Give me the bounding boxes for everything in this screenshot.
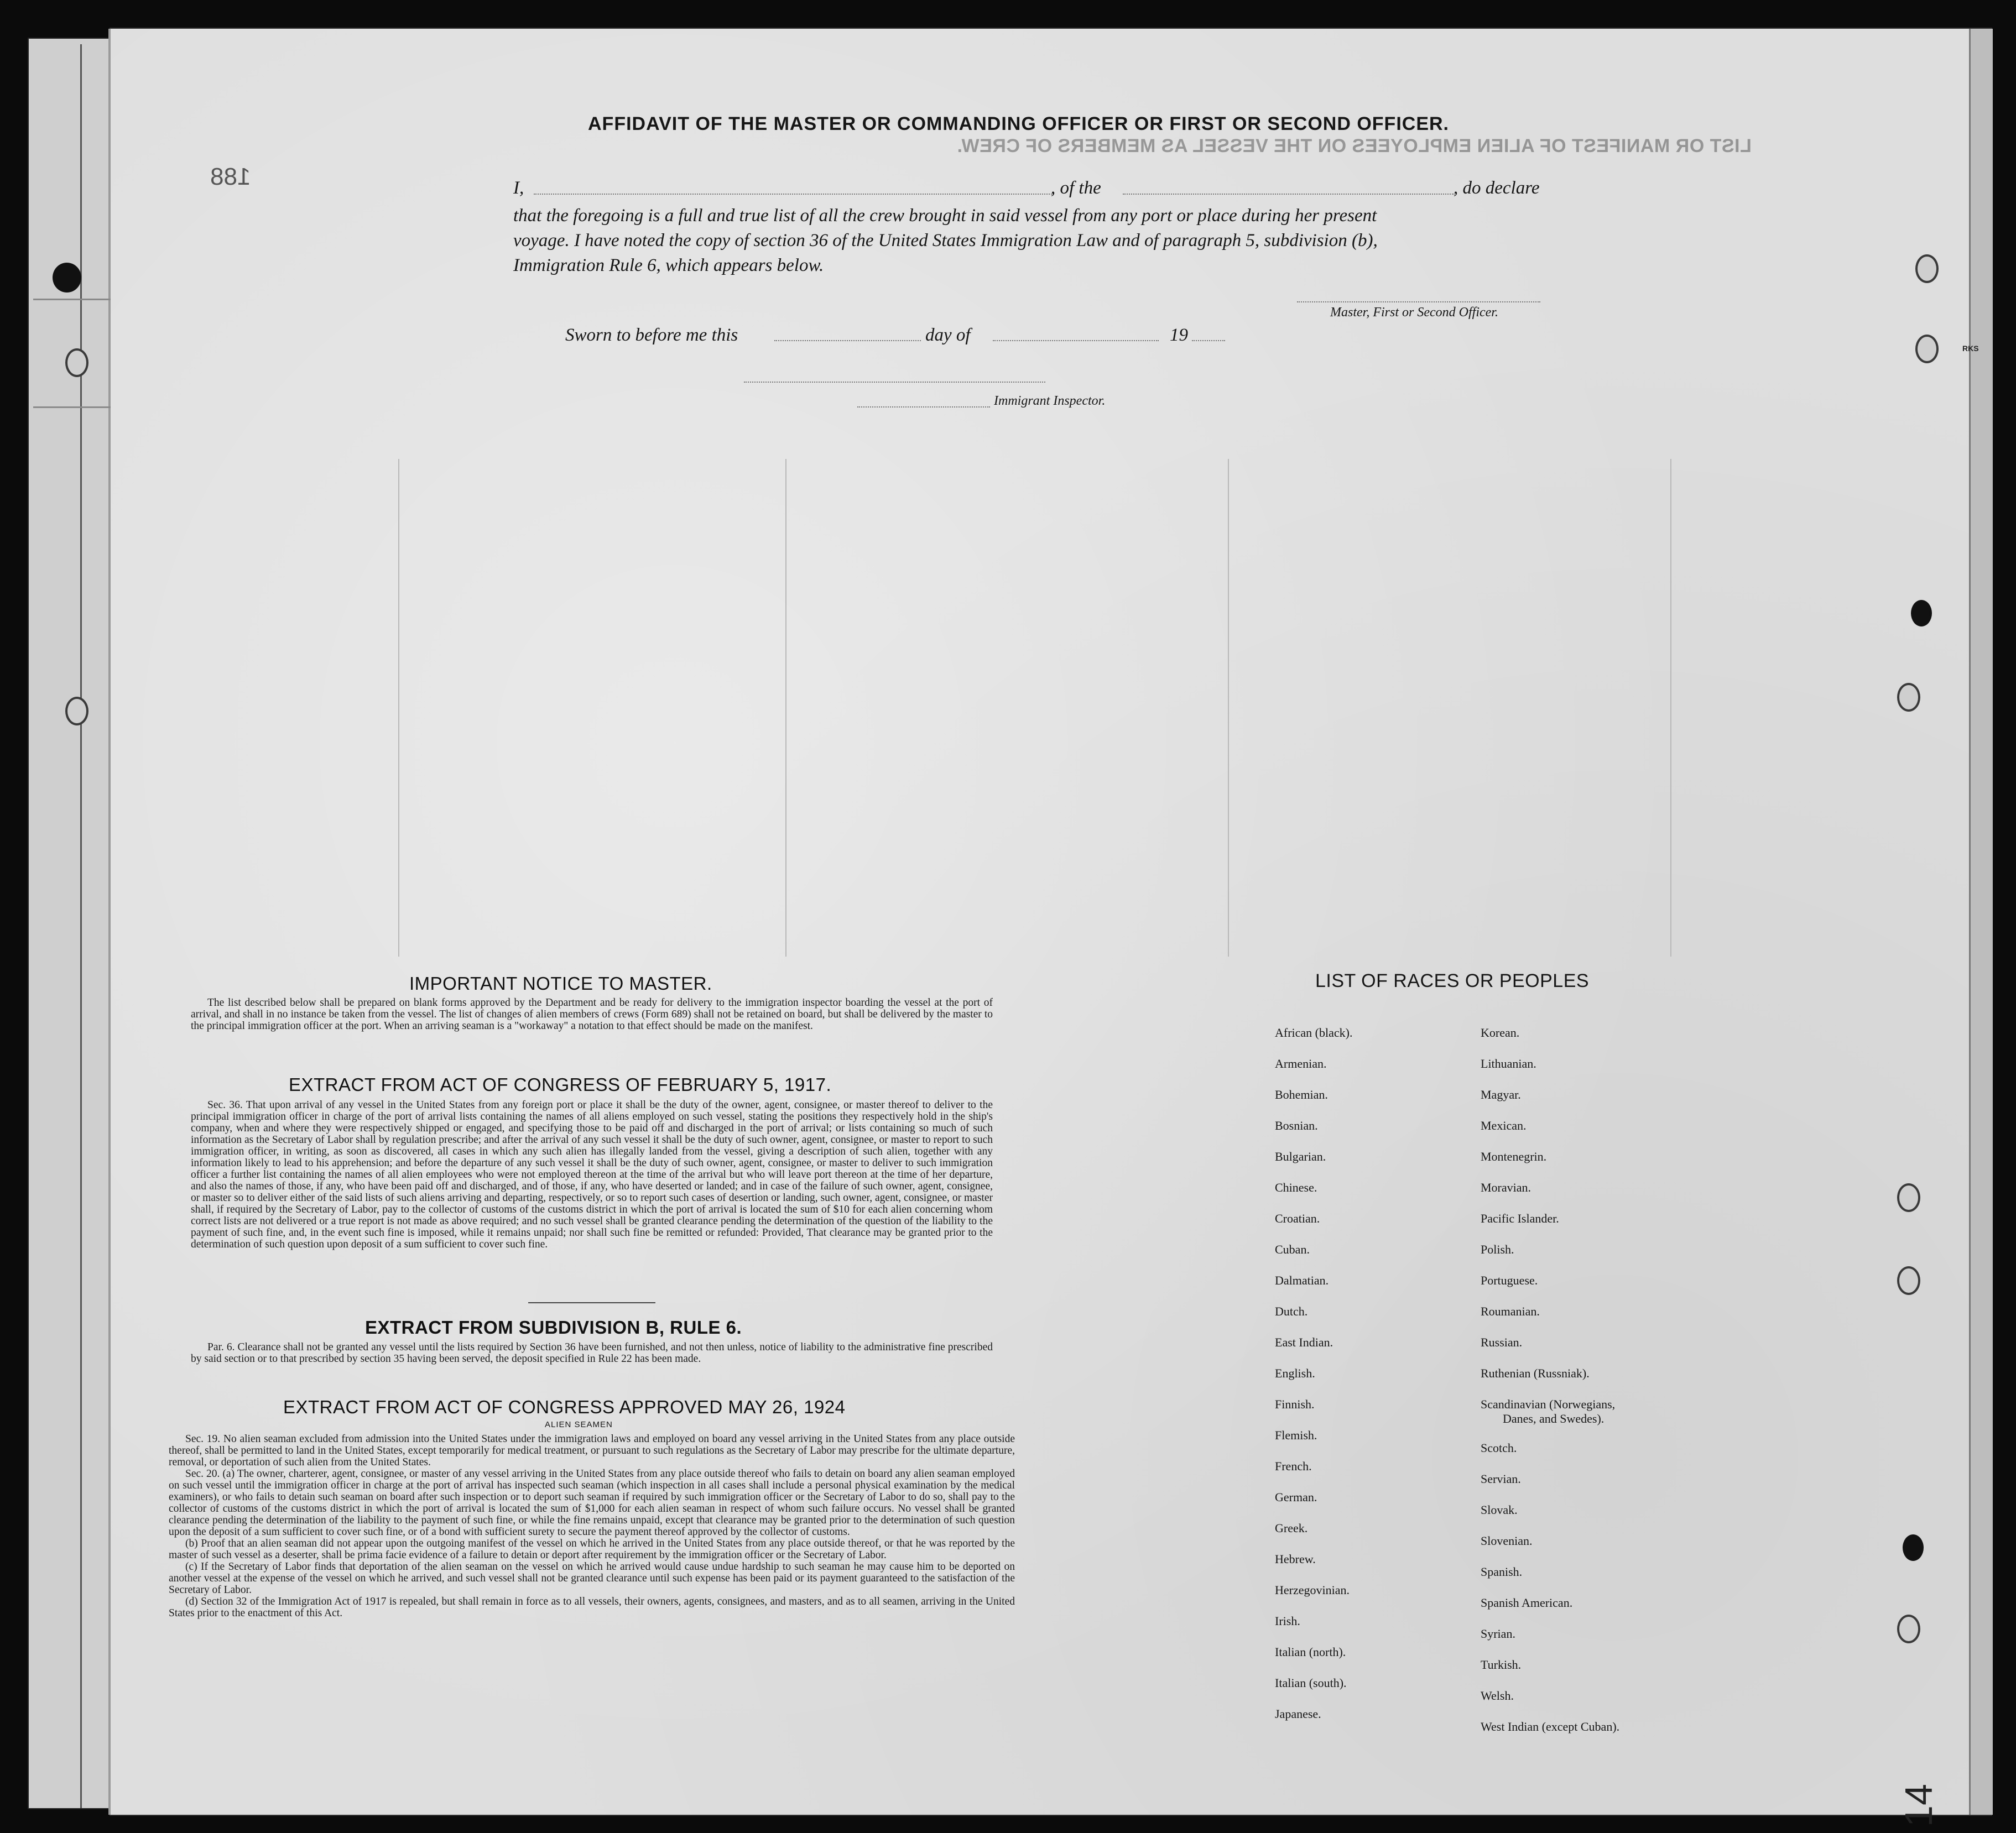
sworn-day-of: day of (925, 325, 971, 345)
race-item: Ruthenian (Russniak). (1481, 1366, 1590, 1380)
race-item: German. (1275, 1490, 1317, 1504)
margin-number: 188 (210, 163, 251, 190)
edge-word: RKS (1962, 344, 1979, 353)
race-item: Cuban. (1275, 1242, 1310, 1256)
race-item: West Indian (except Cuban). (1481, 1720, 1620, 1733)
extract-rule6-title: EXTRACT FROM SUBDIVISION B, RULE 6. (365, 1317, 742, 1338)
race-item: East Indian. (1275, 1335, 1333, 1349)
extract-1924-sec20d: (d) Section 32 of the Immigration Act of 1917 is repealed, but shall remain in force as to all vessels, their owners, agents, consignees, and masters, and as to all seamen, arriving in the United States prior to the enactment of this Act. (169, 1596, 1015, 1619)
affidavit-line1-start: I, (513, 178, 524, 198)
race-item: Bohemian. (1275, 1088, 1328, 1101)
punch-hole (1915, 254, 1939, 283)
right-page-edge (1969, 29, 1993, 1815)
extract-1917-title: EXTRACT FROM ACT OF CONGRESS OF FEBRUARY 5, 1917. (289, 1074, 832, 1095)
inspector-label: Immigrant Inspector. (994, 394, 1106, 408)
signature-field[interactable] (1297, 301, 1540, 302)
extract-1917-text: Sec. 36. That upon arrival of any vessel in the United States from any foreign port or place it shall be the duty of the owner, agent, consignee, or master thereof to deliver to the principal immigration officer in charge of the port of arrival lists containing the names of all aliens employed on such vessel, stating the positions they respectively hold in the ship's company, when and where they were respectively shipped or engaged, and specifying those to be paid off and discharged in the port of arrival; or lists containing so much of such information as the Secretary of Labor shall by regulation prescribe; and after the arrival of any such vessel it shall be the duty of such owner, agent, consignee, or master to report to such immigration officer, in writing, as soon as discovered, all cases in which any such alien has illegally landed from the vessel, giving a description of such alien, together with any information likely to lead to his apprehension; and before the departure of any such vessel it shall be the duty of such owner, agent, consignee, or master to deliver to such immigration officer a further list containing the names of all alien employees who were not employed thereon at the time of the arrival but who will leave port thereon at the time of her departure, and also the names of those, if any, who have been paid off and discharged, and of those, if any, who have deserted or landed; and in case of the failure of such owner, agent, consignee, or master so to deliver either of the said lists of such aliens arriving and departing, respectively, or so to report such cases of desertion or landing, such owner, agent, consignee, or master shall, if required by the Secretary of Labor, pay to the collector of customs of the customs district in which the port of arrival is located the sum of $10 for each alien concerning whom correct lists are not delivered or a true report is not made as above required; and no such vessel shall be granted clearance pending the determination of the question of the liability to the payment of such fine, and, in the event such fine is imposed, while it remains unpaid; nor shall such fine be remitted or refunded: Provided, That clearance may be granted prior to the determination of such question upon deposit of a sum sufficient to cover such fine. (191, 1099, 993, 1250)
signature-label: Master, First or Second Officer. (1330, 305, 1498, 320)
punch-hole (1903, 1534, 1924, 1561)
race-item: Herzegovinian. (1275, 1583, 1350, 1597)
race-item: Roumanian. (1481, 1304, 1540, 1318)
race-item: Armenian. (1275, 1057, 1327, 1070)
notice-section (191, 997, 993, 1032)
race-item: Japanese. (1275, 1707, 1321, 1721)
punch-hole (1911, 600, 1932, 626)
edge-rule (33, 299, 111, 300)
inspector-name-field[interactable] (857, 406, 990, 408)
sworn-day-field[interactable] (774, 340, 921, 341)
race-item: Chinese. (1275, 1181, 1317, 1194)
punch-hole (1915, 335, 1939, 363)
race-item: Mexican. (1481, 1119, 1527, 1132)
extract-1924-section (169, 1433, 1015, 1619)
sworn-year-field[interactable] (1192, 340, 1225, 341)
race-item: Russian. (1481, 1335, 1523, 1349)
master-name-field[interactable] (534, 194, 1054, 195)
punch-hole (1897, 1615, 1920, 1643)
race-item: Greek. (1275, 1521, 1308, 1535)
race-item: Dalmatian. (1275, 1273, 1329, 1287)
sworn-label: Sworn to before me this (565, 325, 738, 345)
race-item: English. (1275, 1366, 1315, 1380)
extract-rule6-section (191, 1341, 993, 1365)
affidavit-line4: Immigration Rule 6, which appears below. (513, 255, 824, 275)
affidavit-line3: voyage. I have noted the copy of section 36 of the United States Immigration Law and of paragraph 5, subdivision (b), (513, 231, 1378, 250)
race-item: Korean. (1481, 1026, 1520, 1040)
notice-title: IMPORTANT NOTICE TO MASTER. (409, 973, 712, 994)
extract-1924-subtitle: ALIEN SEAMEN (545, 1420, 613, 1429)
extract-rule6-text: Par. 6. Clearance shall not be granted any vessel until the lists required by Section 36 have been furnished, and not then unless, notice of liability to the administrative fine prescribed by said section or to that prescribed by section 35 having been served, the deposit specified in Rule 22 has been made. (191, 1341, 993, 1365)
race-item: French. (1275, 1459, 1312, 1473)
race-item: Flemish. (1275, 1428, 1317, 1442)
race-item: Spanish American. (1481, 1596, 1573, 1610)
races-title: LIST OF RACES OR PEOPLES (1315, 970, 1590, 991)
race-item: Bulgarian. (1275, 1150, 1326, 1163)
sworn-year: 19 (1170, 325, 1188, 345)
races-column-1 (1275, 1017, 1352, 1730)
race-item: Scandinavian (Norwegians, (1481, 1397, 1616, 1411)
extract-1924-sec20a: Sec. 20. (a) The owner, charterer, agent, consignee, or master of any vessel arriving in the United States from any place outside thereof who fails to detain on board any alien seaman employed on such vessel until the immigration officer in charge at the port of arrival has inspected such seaman (which inspection in all cases shall include a personal physical examination by the medical examiners), or who fails to detain such seaman on board after such inspection or to deport such seaman if required by such immigration officer or the Secretary of Labor to do so, shall pay to the collector of customs of the customs district in which the port of arrival is located the sum of $1,000 for each alien seaman in respect of whom such failure occurs. No vessel shall be granted clearance pending the determination of the liability to the payment of such fine, or while the fine remains unpaid, except that clearance may be granted prior to the determination of such question upon the deposit of a sum sufficient to cover such fine, or of a bond with sufficient surety to secure the payment thereof approved by the collector of customs. (169, 1468, 1015, 1538)
punch-hole (65, 348, 88, 377)
punch-hole (53, 263, 81, 293)
left-edge-line (80, 44, 82, 1808)
race-item: Dutch. (1275, 1304, 1308, 1318)
bleed-through-header: LIST OR MANIFEST OF ALIEN EMPLOYEES ON THE VESSEL AS MEMBERS OF CREW. (957, 135, 1752, 156)
race-item: Irish. (1275, 1614, 1300, 1628)
race-item: Welsh. (1481, 1689, 1514, 1703)
extract-1924-sec20b: (b) Proof that an alien seaman did not appear upon the outgoing manifest of the vessel on which he arrived in the United States from any place outside thereof, or that he was reported by the master of such vessel as a deserter, shall be prima facie evidence of a failure to detain or deport after requirement by the immigration officer or the Secretary of Labor. (169, 1538, 1015, 1561)
race-item: Bosnian. (1275, 1119, 1318, 1132)
race-item: Turkish. (1481, 1658, 1522, 1672)
race-item: Montenegrin. (1481, 1150, 1547, 1163)
affidavit-title: AFFIDAVIT OF THE MASTER OR COMMANDING OFFICER OR FIRST OR SECOND OFFICER. (588, 113, 1449, 134)
race-item: Slovak. (1481, 1503, 1518, 1517)
extract-1924-sec20c: (c) If the Secretary of Labor finds that deportation of the alien seaman on the vessel on which he arrived would cause undue hardship to such seaman he may cause him to be deported on another vessel at the expense of the vessel on which he arrived, and such vessel shall not be granted clearance until such expense has been paid or its payment guaranteed to the satisfaction of the Secretary of Labor. (169, 1561, 1015, 1596)
vessel-name-field[interactable] (1123, 194, 1455, 195)
punch-hole (1897, 1266, 1920, 1295)
punch-hole (1897, 683, 1920, 712)
race-item: Croatian. (1275, 1211, 1320, 1225)
race-item: Finnish. (1275, 1397, 1315, 1411)
race-item: Magyar. (1481, 1088, 1521, 1101)
sworn-month-field[interactable] (993, 340, 1159, 341)
races-column-2 (1481, 1017, 1619, 1742)
inspector-signature-field[interactable] (744, 382, 1045, 383)
race-item: African (black). (1275, 1026, 1353, 1040)
edge-rule (33, 406, 111, 408)
punch-hole (1897, 1183, 1920, 1212)
corner-handwritten-mark: 14 (1897, 1784, 1940, 1827)
race-item: Scotch. (1481, 1441, 1517, 1455)
race-item: Slovenian. (1481, 1534, 1533, 1548)
race-item: Syrian. (1481, 1627, 1515, 1641)
section-divider (528, 1302, 655, 1303)
race-item: Lithuanian. (1481, 1057, 1536, 1070)
extract-1917-section (191, 1099, 993, 1250)
extract-1924-sec19: Sec. 19. No alien seaman excluded from admission into the United States under the immigration laws and employed on board any vessel arriving in the United States from any place outside thereof, shall be permitted to land in the United States, except temporarily for medical treatment, or pursuant to such regulations as the Secretary of Labor may prescribe for the ultimate departure, removal, or deportation of such alien from the United States. (169, 1433, 1015, 1468)
extract-1924-title: EXTRACT FROM ACT OF CONGRESS APPROVED MAY 26, 1924 (283, 1397, 846, 1417)
race-item: Polish. (1481, 1242, 1514, 1256)
race-item: Servian. (1481, 1472, 1521, 1486)
race-item: Italian (south). (1275, 1676, 1347, 1690)
punch-hole (65, 697, 88, 725)
race-item: Spanish. (1481, 1565, 1523, 1579)
notice-text: The list described below shall be prepared on blank forms approved by the Department and be ready for delivery to the immigration inspector boarding the vessel at the port of arrival, and shall in no instance be taken from the vessel. The list of changes of alien members of crews (Form 689) shall not be retained on board, but shall be delivered by the master to the principal immigration officer at the port. When an arriving seaman is a "workaway" a notation to that effect should be made on the manifest. (191, 997, 993, 1032)
race-item: Pacific Islander. (1481, 1211, 1559, 1225)
affidavit-line2: that the foregoing is a full and true list of all the crew brought in said vessel from any port or place during her present (513, 206, 1377, 226)
race-item: Hebrew. (1275, 1552, 1316, 1566)
race-item: Portuguese. (1481, 1273, 1538, 1287)
race-item: Moravian. (1481, 1181, 1531, 1194)
race-item: Italian (north). (1275, 1645, 1346, 1659)
race-item: Danes, and Swedes). (1503, 1412, 1605, 1425)
affidavit-line1-mid: , of the (1051, 178, 1101, 198)
affidavit-line1-end: , do declare (1454, 178, 1540, 198)
